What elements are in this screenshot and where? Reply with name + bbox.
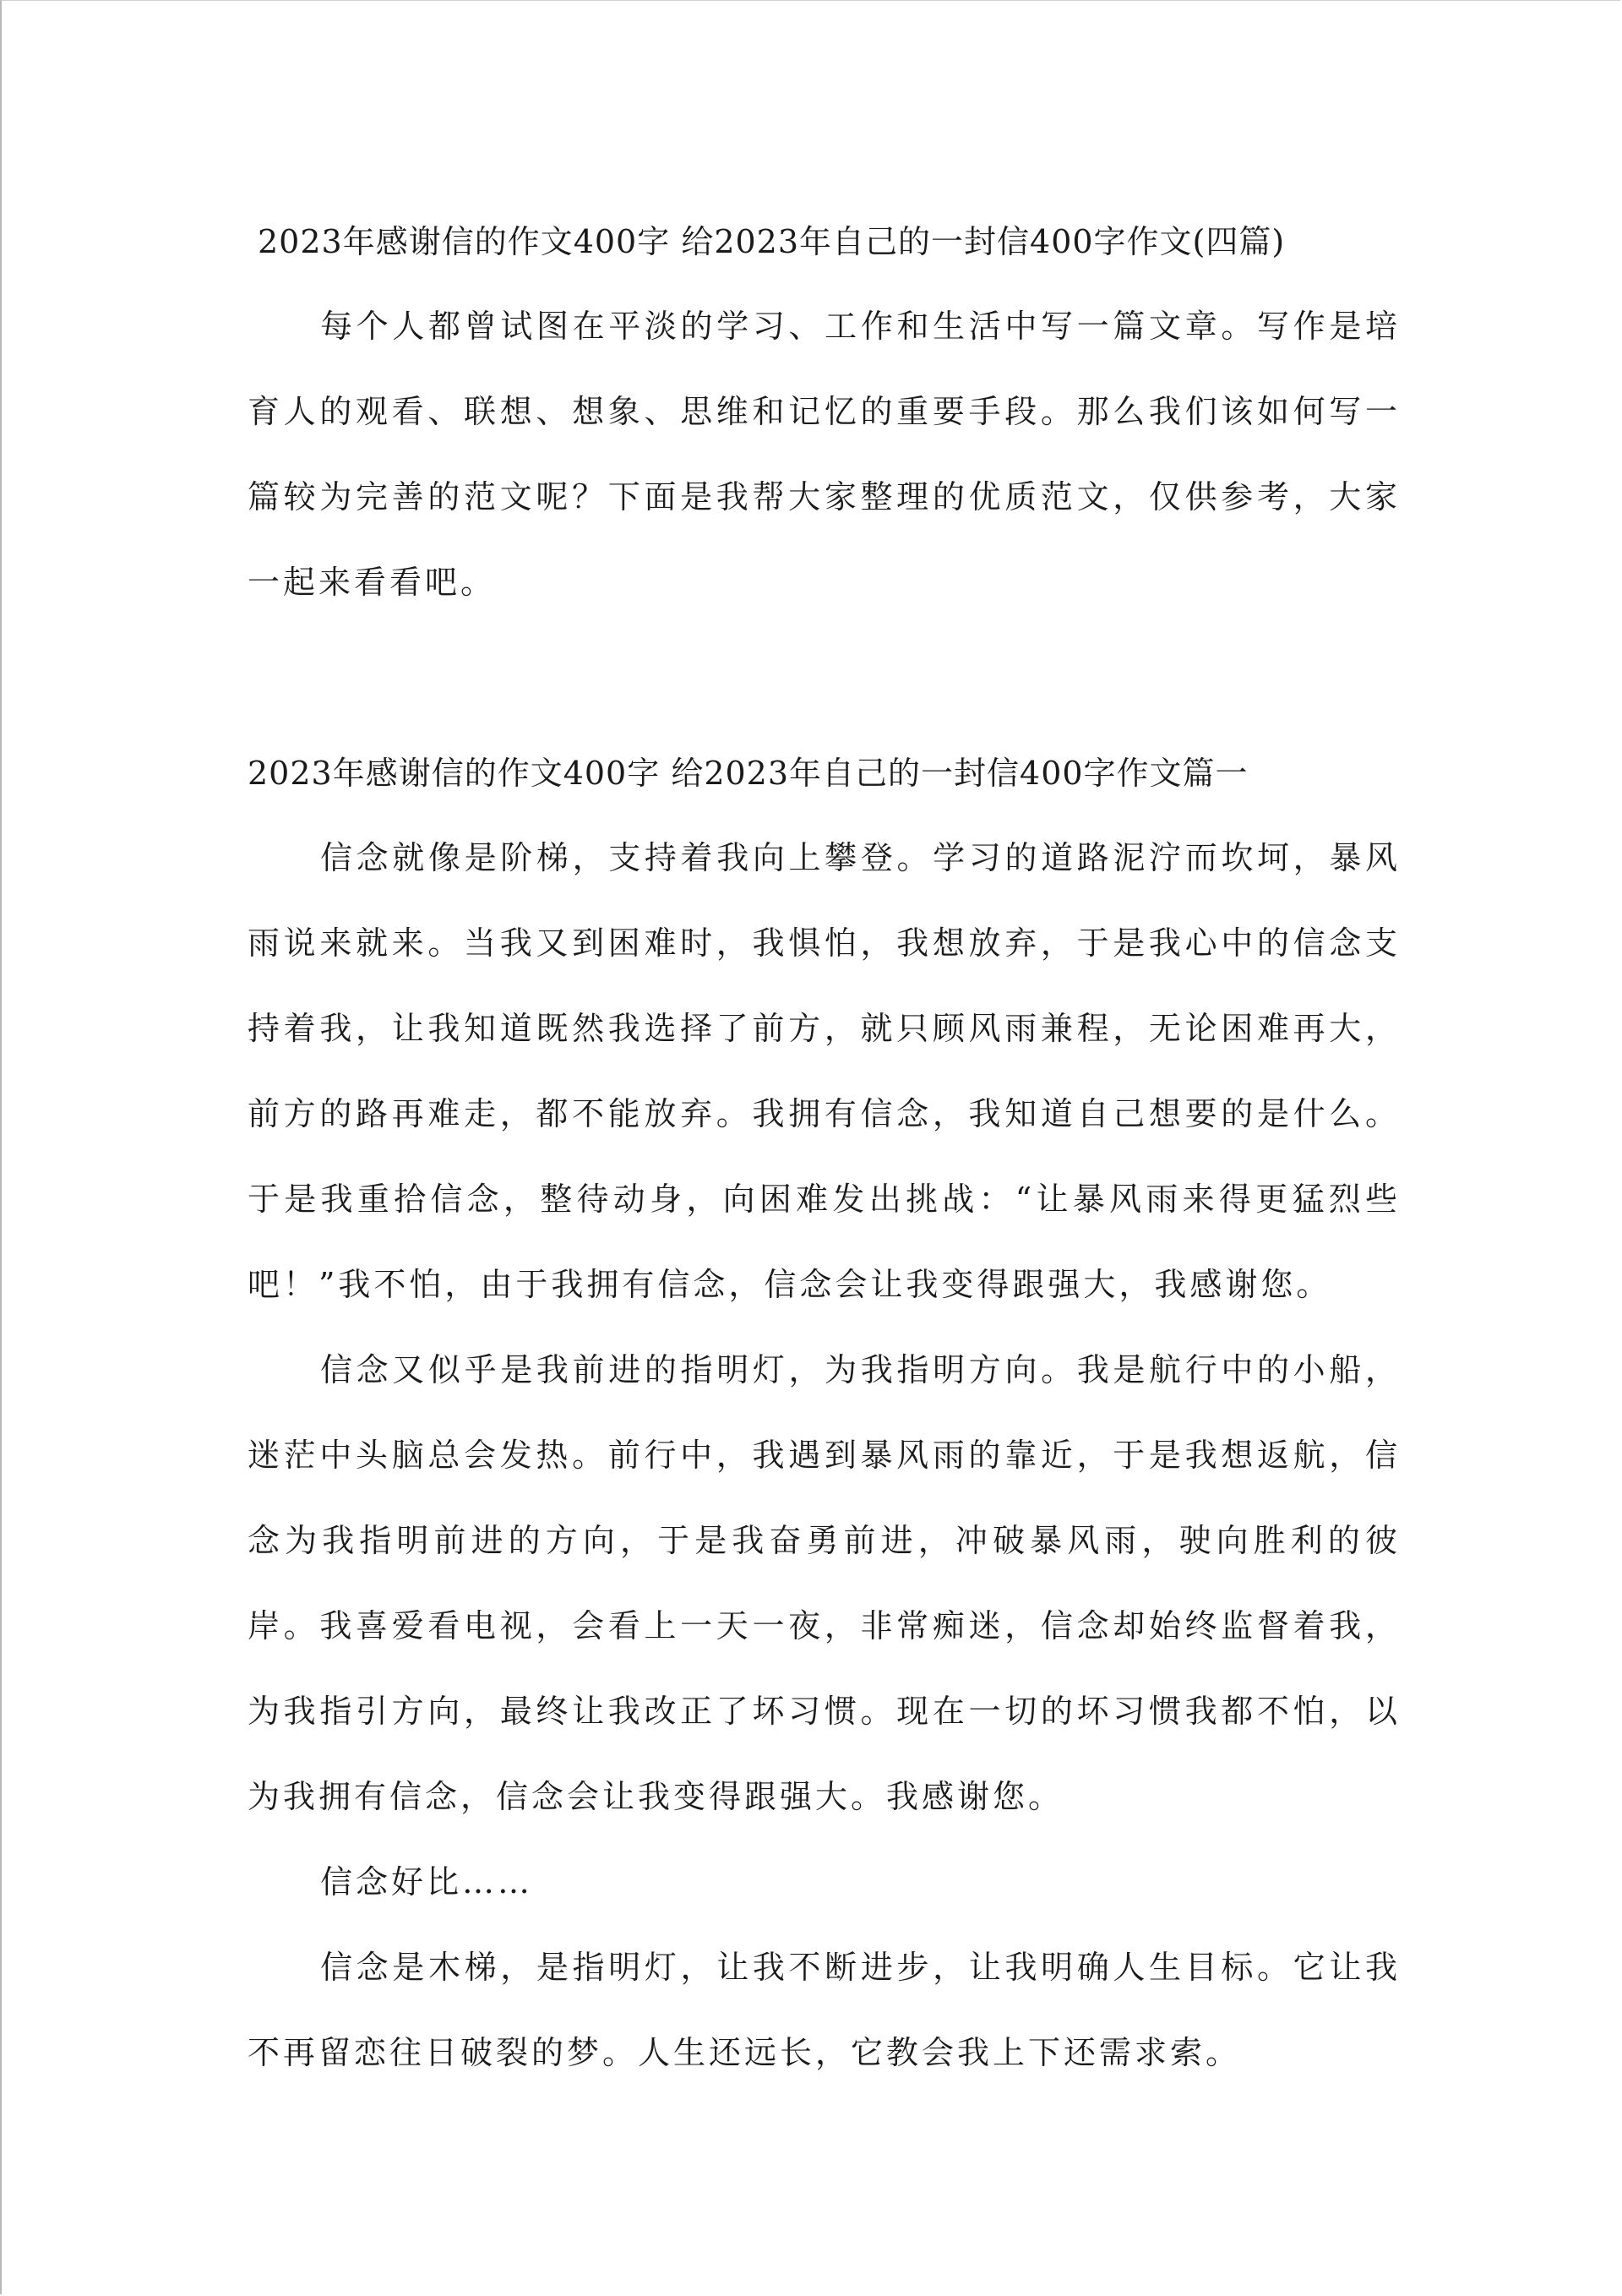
document-content	[248, 212, 1401, 2096]
body-paragraph: 信念就像是阶梯，支持着我向上攀登。学习的道路泥泞而坎坷，暴风雨说来就来。当我又到困难时，我惧怕，我想放弃，于是我心中的信念支持着我，让我知道既然我选择了前方，就只顾风雨兼程，无论困难再大，前方的路再难走，都不能放弃。我拥有信念，我知道自己想要的是什么。于是我重拾信念，整待动身，向困难发出挑战：“让暴风雨来得更猛烈些吧！”我不怕，由于我拥有信念，信念会让我变得跟强大，我感谢您。	[248, 839, 1401, 1303]
intro-paragraph: 每个人都曾试图在平淡的学习、工作和生活中写一篇文章。写作是培育人的观看、联想、想象、思维和记忆的重要手段。那么我们该如何写一篇较为完善的范文呢？下面是我帮大家整理的优质范文，仅供参考，大家一起来看看吧。	[248, 308, 1401, 601]
body-paragraph: 信念是木梯，是指明灯，让我不断进步，让我明确人生目标。它让我不再留恋往日破裂的梦。人生还远长，它教会我上下还需求索。	[248, 1949, 1401, 2071]
section-heading: 2023年感谢信的作文400字 给2023年自己的一封信400字作文篇一	[248, 755, 1249, 792]
section-body	[248, 815, 1401, 2096]
body-paragraph: 信念好比……	[320, 1863, 534, 1901]
document-title: 2023年感谢信的作文400字 给2023年自己的一封信400字作文(四篇)	[258, 223, 1286, 260]
body-paragraph: 信念又似乎是我前进的指明灯，为我指明方向。我是航行中的小船，迷茫中头脑总会发热。前行中，我遇到暴风雨的靠近，于是我想返航，信念为我指明前进的方向，于是我奋勇前进，冲破暴风雨，驶向胜利的彼岸。我喜爱看电视，会看上一天一夜，非常痴迷，信念却始终监督着我，为我指引方向，最终让我改正了坏习惯。现在一切的坏习惯我都不怕，以为我拥有信念，信念会让我变得跟强大。我感谢您。	[248, 1351, 1401, 1815]
